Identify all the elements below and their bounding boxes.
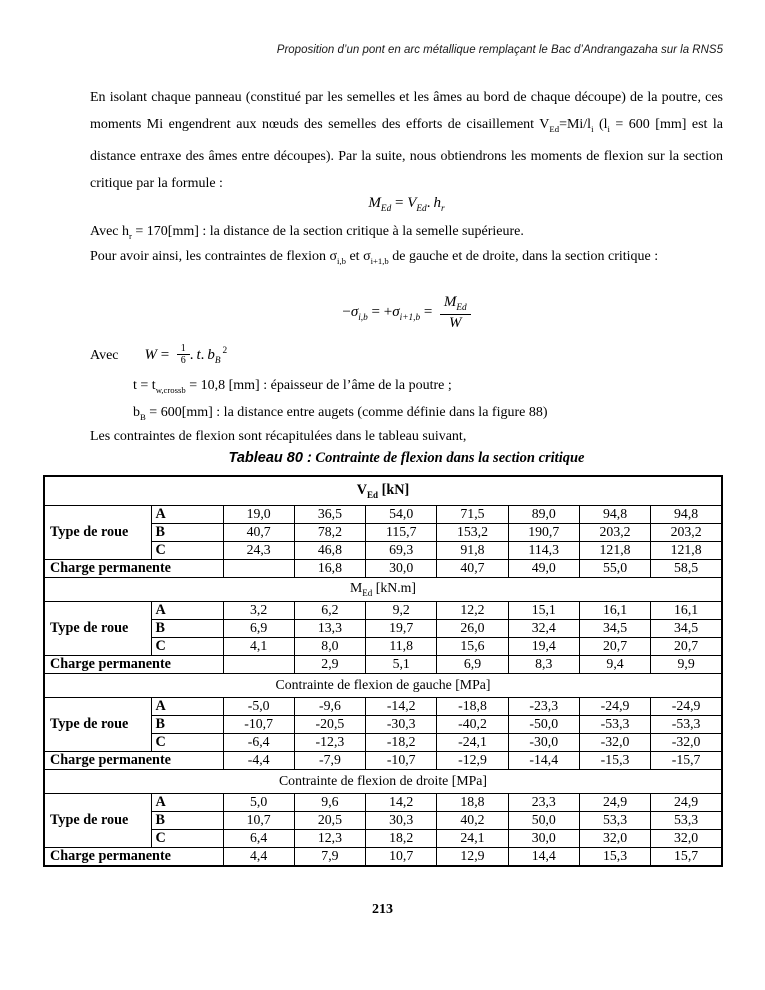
table-cell: 26,0	[437, 619, 508, 637]
table-cell: 5,1	[366, 655, 437, 673]
wheel-type-label: C	[151, 637, 223, 655]
table-cell: 14,2	[366, 793, 437, 811]
table-cell: 71,5	[437, 505, 508, 523]
section-title: $M_{Ed}$ [kN.m]	[44, 577, 722, 601]
line-bb-definition: $b_B = 600[mm]$ : la distance entre augets (comme définie dans la figure 88)	[133, 405, 548, 422]
table-cell: 12,9	[437, 847, 508, 866]
wheel-type-label: B	[151, 715, 223, 733]
charge-permanente-label: Charge permanente	[44, 751, 223, 769]
table-cell: -24,9	[579, 697, 650, 715]
charge-permanente-label: Charge permanente	[44, 559, 223, 577]
page-number: 213	[372, 902, 393, 917]
table-cell: -30,0	[508, 733, 579, 751]
table-cell: 13,3	[294, 619, 365, 637]
table-cell: -5,0	[223, 697, 294, 715]
section-title: $V_{Ed}$ [kN]	[44, 476, 722, 505]
table-cell: 15,7	[651, 847, 722, 866]
table-cell: 24,9	[579, 793, 650, 811]
table-cell: 8,3	[508, 655, 579, 673]
table-cell: 24,1	[437, 829, 508, 847]
table-cell: 49,0	[508, 559, 579, 577]
table-cell: -10,7	[223, 715, 294, 733]
table-cell: 16,8	[294, 559, 365, 577]
paragraph-intro: En isolant chaque panneau (constitué par les semelles et les âmes au bord de chaque découpe) de la poutre, ces moments Mi engendrent aux nœuds des semelles des efforts de cisaillement $V_{Ed}=Mi/l_i$ ($l_i = 600$ [mm] est la distance entraxe des âmes entre découpes). Par la suite, nous obtiendrons les moments de flexion sur la section critique par la formule :	[90, 90, 723, 191]
table-caption-number: Tableau 80 :	[228, 450, 312, 466]
line-avec-hr: Avec $h_r = 170[mm]$ : la distance de la section critique à la semelle supérieure.	[90, 224, 524, 241]
fraction-denominator: W	[448, 314, 462, 331]
row-group-label: Type de roue	[44, 697, 151, 751]
table-cell: 16,1	[651, 601, 722, 619]
table-cell: -6,4	[223, 733, 294, 751]
table-cell: -20,5	[294, 715, 365, 733]
table-row	[44, 793, 722, 811]
wheel-type-label: A	[151, 793, 223, 811]
table-cell: 30,3	[366, 811, 437, 829]
table-cell: 9,2	[366, 601, 437, 619]
table-cell: 9,9	[651, 655, 722, 673]
table-cell	[223, 655, 294, 673]
table-cell: -23,3	[508, 697, 579, 715]
section-title: Contrainte de flexion de gauche [MPa]	[44, 673, 722, 697]
table-cell: 58,5	[651, 559, 722, 577]
table-cell: -7,9	[294, 751, 365, 769]
wheel-type-label: A	[151, 505, 223, 523]
fraction-numerator: $M_{Ed}$	[440, 294, 471, 315]
section-header-row	[44, 476, 722, 505]
table-cell: 55,0	[579, 559, 650, 577]
charge-permanente-row	[44, 559, 722, 577]
table-cell: -24,9	[651, 697, 722, 715]
charge-permanente-row	[44, 847, 722, 866]
table-cell: -18,8	[437, 697, 508, 715]
table-cell: 11,8	[366, 637, 437, 655]
formula-w-rhs: . t. $b_B$ $^2$	[189, 346, 228, 366]
table-cell: 24,9	[651, 793, 722, 811]
table-cell: 23,3	[508, 793, 579, 811]
paragraph-sigma: Pour avoir ainsi, les contraintes de flexion $\sigma_{i,b}$ et $\sigma_{i+1,b}$ de gauche et de droite, dans la section critique :	[90, 249, 659, 266]
line-t-definition: $t = t_{w,crossb} = 10,8$ [mm] : épaisseur de l’âme de la poutre ;	[133, 378, 452, 395]
charge-permanente-row	[44, 751, 722, 769]
table-cell: 6,4	[223, 829, 294, 847]
charge-permanente-label: Charge permanente	[44, 655, 223, 673]
table-cell	[223, 559, 294, 577]
table-cell: 114,3	[508, 541, 579, 559]
table-cell: 40,7	[437, 559, 508, 577]
table-cell: -40,2	[437, 715, 508, 733]
table-cell: 15,3	[579, 847, 650, 866]
wheel-type-label: C	[151, 733, 223, 751]
table-cell: 12,3	[294, 829, 365, 847]
table-caption	[90, 450, 723, 467]
table-cell: 3,2	[223, 601, 294, 619]
table-cell: 53,3	[579, 811, 650, 829]
table-cell: 15,6	[437, 637, 508, 655]
table-cell: -10,7	[366, 751, 437, 769]
table-cell: -18,2	[366, 733, 437, 751]
section-title: Contrainte de flexion de droite [MPa]	[44, 769, 722, 793]
table-cell: 20,7	[579, 637, 650, 655]
table-cell: 78,2	[294, 523, 365, 541]
table-row	[44, 505, 722, 523]
table-cell: -4,4	[223, 751, 294, 769]
table-contrainte-flexion	[43, 475, 723, 867]
charge-permanente-row	[44, 655, 722, 673]
table-cell: 36,5	[294, 505, 365, 523]
fraction-denominator: 6	[180, 355, 186, 366]
table-cell: 4,1	[223, 637, 294, 655]
table-cell: 19,7	[366, 619, 437, 637]
section-header-row	[44, 673, 722, 697]
table-cell: 19,0	[223, 505, 294, 523]
table-cell: 6,9	[437, 655, 508, 673]
row-group-label: Type de roue	[44, 601, 151, 655]
table-cell: 15,1	[508, 601, 579, 619]
table-cell: -53,3	[579, 715, 650, 733]
wheel-type-label: A	[151, 697, 223, 715]
table-cell: 4,4	[223, 847, 294, 866]
line-avec-w	[90, 341, 723, 371]
table-cell: 50,0	[508, 811, 579, 829]
table-cell: 190,7	[508, 523, 579, 541]
table-cell: 19,4	[508, 637, 579, 655]
table-cell: 53,3	[651, 811, 722, 829]
table-cell: -32,0	[579, 733, 650, 751]
row-group-label: Type de roue	[44, 793, 151, 847]
table-cell: 12,2	[437, 601, 508, 619]
table-cell: 20,5	[294, 811, 365, 829]
table-cell: 20,7	[651, 637, 722, 655]
table-cell: 203,2	[579, 523, 650, 541]
table-cell: 32,0	[651, 829, 722, 847]
table-cell: 24,3	[223, 541, 294, 559]
fraction-med-over-w	[440, 294, 471, 332]
table-cell: 115,7	[366, 523, 437, 541]
formula-sigma	[90, 290, 723, 336]
section-header-row	[44, 577, 722, 601]
table-cell: 16,1	[579, 601, 650, 619]
fraction-one-sixth	[177, 343, 190, 366]
table-cell: 40,2	[437, 811, 508, 829]
table-cell: 121,8	[579, 541, 650, 559]
table-cell: -15,3	[579, 751, 650, 769]
table-cell: 30,0	[508, 829, 579, 847]
wheel-type-label: B	[151, 523, 223, 541]
table-cell: -15,7	[651, 751, 722, 769]
table-cell: 6,9	[223, 619, 294, 637]
table-cell: 2,9	[294, 655, 365, 673]
section-header-row	[44, 769, 722, 793]
wheel-type-label: C	[151, 829, 223, 847]
wheel-type-label: B	[151, 619, 223, 637]
table-cell: 18,2	[366, 829, 437, 847]
table-cell: -30,3	[366, 715, 437, 733]
table-cell: 153,2	[437, 523, 508, 541]
table-cell: 5,0	[223, 793, 294, 811]
table-cell: 14,4	[508, 847, 579, 866]
wheel-type-label: B	[151, 811, 223, 829]
line-recap: Les contraintes de flexion sont récapitulées dans le tableau suivant,	[90, 429, 467, 444]
table-cell: 10,7	[366, 847, 437, 866]
charge-permanente-label: Charge permanente	[44, 847, 223, 866]
table-cell: 121,8	[651, 541, 722, 559]
table-cell: 32,0	[579, 829, 650, 847]
table-cell: -14,2	[366, 697, 437, 715]
table-cell: 8,0	[294, 637, 365, 655]
formula-w-lhs: W =	[144, 347, 177, 363]
table-cell: -50,0	[508, 715, 579, 733]
table-cell: 30,0	[366, 559, 437, 577]
table-cell: 69,3	[366, 541, 437, 559]
running-header: Proposition d’un pont en arc métallique remplaçant le Bac d’Andrangazaha sur la RNS5	[276, 44, 723, 56]
row-group-label: Type de roue	[44, 505, 151, 559]
table-cell: -32,0	[651, 733, 722, 751]
table-cell: -53,3	[651, 715, 722, 733]
table-cell: 6,2	[294, 601, 365, 619]
table-cell: -12,3	[294, 733, 365, 751]
wheel-type-label: C	[151, 541, 223, 559]
table-cell: 54,0	[366, 505, 437, 523]
table-cell: 94,8	[651, 505, 722, 523]
table-cell: 10,7	[223, 811, 294, 829]
table-cell: 34,5	[651, 619, 722, 637]
table-caption-title: Contrainte de flexion dans la section critique	[315, 450, 585, 466]
formula-med: $M_{Ed} = V_{Ed}$. $h_r$	[368, 195, 445, 214]
table-cell: 203,2	[651, 523, 722, 541]
table-cell: -24,1	[437, 733, 508, 751]
table-cell: -9,6	[294, 697, 365, 715]
table-cell: 94,8	[579, 505, 650, 523]
table-cell: 32,4	[508, 619, 579, 637]
formula-sigma-lhs: $-\sigma_{i,b} = +\sigma_{i+1,b}$ =	[342, 303, 440, 323]
avec-label: Avec	[90, 348, 119, 363]
table-cell: 18,8	[437, 793, 508, 811]
table-cell: 9,4	[579, 655, 650, 673]
table-cell: 46,8	[294, 541, 365, 559]
table-cell: 9,6	[294, 793, 365, 811]
table-cell: 40,7	[223, 523, 294, 541]
wheel-type-label: A	[151, 601, 223, 619]
table-cell: -12,9	[437, 751, 508, 769]
table-cell: 7,9	[294, 847, 365, 866]
table-row	[44, 697, 722, 715]
table-cell: 34,5	[579, 619, 650, 637]
table-cell: 91,8	[437, 541, 508, 559]
table-row	[44, 601, 722, 619]
table-cell: 89,0	[508, 505, 579, 523]
table-cell: -14,4	[508, 751, 579, 769]
fraction-numerator: 1	[177, 343, 190, 355]
